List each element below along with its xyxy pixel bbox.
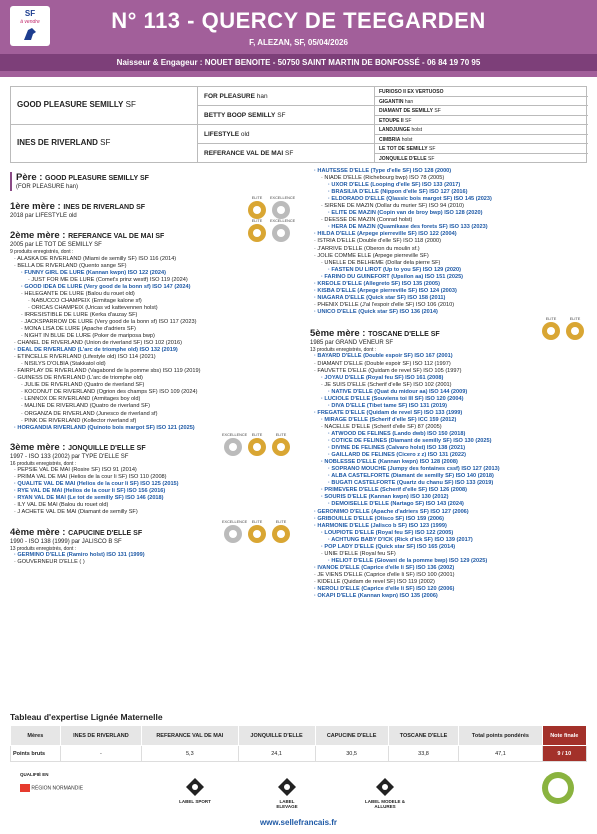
product-line: · J ACHETE VAL DE MAI (Diamant de semilly SF) — [14, 509, 138, 516]
expertise-cell: 47,1 — [459, 746, 542, 762]
product-line: · JOLIE COMME ELLE (Arpege pierreville SF) — [314, 252, 429, 259]
product-line: · HERA DE MAZIN (Quamikase des forets SF) ISO 133 (2023) — [328, 224, 488, 231]
pedigree-dam-dam: REFERANCE VAL DE MAI SF — [198, 144, 375, 163]
qualified-label: QUALIFIÉ EN — [20, 772, 49, 777]
product-line: · OKAPI D'ELLE (Kannan kwpn) ISO 135 (2006) — [314, 593, 438, 600]
product-line: · DEESSE DE MAZIN (Conrad holst) — [321, 217, 413, 224]
product-line: · RYAN VAL DE MAI (Le tot de semilly SF) ISO 146 (2018) — [14, 495, 164, 502]
product-line: · PRIMA VAL DE MAI (Helios de la cour Ii SF) ISO 110 (2008) — [14, 474, 167, 481]
product-line: · FAUVETTE D'ELLE (Quidam de revel SF) ISO 105 (1997) — [314, 367, 462, 374]
expertise-cell: 9 / 10 — [542, 746, 586, 762]
expertise-cell: 5,3 — [142, 746, 239, 762]
expertise-header-cell: TOSCANE D'ELLE — [388, 726, 459, 746]
pedigree-dam-suffix: SF — [100, 138, 111, 147]
product-line: · NIGHT IN BLUE DE LURE (Poker de mariposa bwp) — [21, 333, 155, 340]
pedigree-g3-cell: FURIOSO II EX VERTUOSO — [375, 87, 588, 97]
pedigree-g3-cell: ETOUPE II SF — [375, 116, 588, 126]
product-line: · DEAL DE RIVERLAND (L'arc de triomphe old) ISO 132 (2019) — [14, 347, 178, 354]
mere5-meta: 1985 par GRAND VENEUR SF — [310, 339, 394, 346]
product-line: · QUALITE VAL DE MAI (Helios de la cour Ii SF) ISO 125 (2015) — [14, 481, 179, 488]
pedigree-sire-suffix: SF — [125, 100, 136, 109]
product-line: · NABUCCO CHAMPEIX (Ermitage kalone sf) — [28, 297, 142, 304]
product-line: · ORICAS CHAMPEIX (Uricas vd kattevennen holst) — [28, 304, 158, 311]
elite-badge-icon: ELITE — [246, 218, 268, 244]
pere-sub: (FOR PLEASURE han) — [16, 184, 79, 190]
product-line: · NACELLE D'ELLE (Scherif d'elle SF) 87 (2005) — [321, 423, 442, 430]
product-line: · KOCONUT DE RIVERLAND (Ogrion des champs SF) ISO 109 (2024) — [21, 389, 198, 396]
product-line: · GERMINO D'ELLE (Ramiro holst) ISO 131 (1999) — [14, 552, 145, 558]
elite-badge-icon: ELITE — [564, 316, 586, 342]
expertise-title: Tableau d'expertise Lignée Maternelle — [10, 712, 163, 722]
mere2-name: REFERANCE VAL DE MAI SF — [68, 233, 165, 240]
website-link[interactable]: www.sellefrancais.fr — [259, 818, 338, 827]
product-line: · NOBLESSE D'ELLE (Kannan kwpn) ISO 128 (2008) — [321, 459, 458, 466]
excellence-badge-icon: EXCELLENCE — [270, 218, 292, 244]
product-line: · GUINESS DE RIVERLAND (L'arc de triomphe old) — [14, 375, 143, 382]
product-line: · FUNNY GIRL DE LURE (Kannan kwpn) ISO 122 (2024) — [21, 269, 166, 276]
product-line: · PINK DE RIVERLAND (Kollector riverland sf) — [21, 417, 137, 424]
pedigree-table — [10, 86, 587, 163]
product-line: · MIRAGE D'ELLE (Scherif d'elle SF) ICC 159 (2012) — [321, 416, 457, 423]
label-modele: LABEL MODELE & ALLURES — [360, 776, 410, 809]
mere5-name: TOSCANE D'ELLE SF — [368, 330, 440, 338]
page-footer — [0, 770, 597, 834]
product-line: · FREGATE D'ELLE (Quidam de revel SF) ISO 133 (1999) — [314, 409, 463, 416]
normandie-horse-logo — [540, 770, 576, 811]
pedigree-dam: INES DE RIVERLAND — [17, 138, 98, 147]
elite-badge-icon: ELITE — [246, 195, 268, 221]
mere4-products-continued — [310, 168, 590, 316]
region-flag-icon — [20, 784, 30, 792]
horse-subtitle: F, ALEZAN, SF, 05/04/2026 — [249, 38, 348, 47]
product-line: · CHANEL DE RIVERLAND (Union de riverland SF) ISO 102 (2016) — [14, 340, 182, 347]
mere1-meta: 2018 par LIFESTYLE old — [10, 213, 77, 219]
pedigree-g3-cell: LE TOT DE SEMILLY SF — [375, 144, 588, 154]
product-line: · ILY VAL DE MAI (Balou du rouet old) — [14, 502, 109, 509]
pedigree-g3-cell: LANDJUNGE holst — [375, 125, 588, 135]
product-line: · MONA LISA DE LURE (Apache d'adriers SF) — [21, 325, 136, 332]
product-line: · DIVA D'ELLE (Tibet tame SF) ISO 131 (2019) — [328, 402, 448, 409]
expertise-header-row — [11, 726, 587, 746]
region-logo: RÉGION NORMANDIE — [20, 784, 83, 792]
elite-badge-icon: ELITE — [246, 519, 268, 545]
product-line: · ORGANZA DE RIVERLAND (Junesco de riverland sf) — [21, 410, 158, 417]
product-line: · JULIE DE RIVERLAND (Quatro de riverland SF) — [21, 382, 145, 389]
product-line: · FAIRPLAY DE RIVERLAND (Vagabond de la pomme sbs) ISO 119 (2019) — [14, 368, 201, 375]
product-line: · IVANOE D'ELLE (Caprice d'elle Ii SF) ISO 136 (2002) — [314, 564, 455, 571]
expertise-data-row — [11, 746, 587, 762]
product-line: · MALINE DE RIVERLAND (Quatro de riverland SF) — [21, 403, 151, 410]
elite-badge-icon: ELITE — [270, 519, 292, 545]
expertise-table — [10, 725, 587, 762]
pedigree-sire-sire: FOR PLEASURE han — [198, 87, 375, 106]
product-line: · KIDELLE (Quidam de revel SF) ISO 119 (2002) — [314, 578, 435, 585]
product-line: · POP LADY D'ELLE (Quick star SF) ISO 165 (2014) — [321, 543, 456, 550]
product-line: · JE VIENS D'ELLE (Caprice d'elle Ii SF) ISO 100 (2001) — [314, 571, 455, 578]
product-line: · HILDA D'ELLE (Arpege pierreville SF) ISO 122 (2004) — [314, 231, 457, 238]
mere2-section — [10, 219, 303, 432]
mere5-count: 13 produits enregistrés, dont : — [310, 346, 377, 353]
mere4-name: CAPUCINE D'ELLE SF — [68, 529, 143, 537]
pere-label: Père : — [16, 172, 43, 183]
product-line: · SIRENE DE MAZIN (Dollar du murier SF) ISO 94 (2010) — [321, 203, 464, 210]
mere2-count: 9 produits enregistrés, dont : — [10, 249, 74, 255]
product-line: · UNELLE DE BELHEME (Dollar dela pierre SF) — [321, 259, 441, 266]
region-horse-icon — [540, 770, 576, 806]
pedigree-sire-dam: BETTY BOOP SEMILLY SF — [198, 106, 375, 125]
excellence-badge-icon: EXCELLENCE — [270, 195, 292, 221]
elite-badge-icon: ELITE — [540, 316, 562, 342]
product-line: · NEROLI D'ELLE (Caprice d'elle Ii SF) ISO 120 (2006) — [314, 586, 455, 593]
product-line: · DEMOISELLE D'ELLE (Nartago SF) ISO 143 (2024) — [328, 501, 464, 508]
expertise-header-cell: JONQUILLE D'ELLE — [238, 726, 315, 746]
mere2-meta: 2005 par LE TOT DE SEMILLY SF — [10, 242, 102, 248]
product-line: · FASTEN DU LIROT (Up to you SF) ISO 129 (2020) — [328, 266, 462, 273]
product-line: · GOOD IDEA DE LURE (Very good de la bonn sf) ISO 147 (2024) — [21, 283, 191, 290]
product-line: · UXOR D'ELLE (Looping d'elle SF) ISO 133 (2017) — [328, 182, 461, 189]
product-line: · GERONIMO D'ELLE (Apache d'adriers SF) ISO 127 (2006) — [314, 508, 469, 515]
mere2-products — [10, 256, 303, 432]
product-line: · ALASKA DE RIVERLAND (Miami de semilly SF) ISO 116 (2014) — [14, 255, 177, 262]
expertise-cell: 33,8 — [388, 746, 459, 762]
expertise-cell: 30,5 — [315, 746, 388, 762]
product-line: · JE SUIS D'ELLE (Scherif d'elle SF) ISO 102 (2001) — [321, 381, 452, 388]
mere4-label: 4ème mère : — [10, 526, 66, 538]
mere1-name: INES DE RIVERLAND SF — [63, 204, 146, 211]
product-line: · ATWOOD DE FELINES (Lando dwb) ISO 150 (2018) — [328, 431, 466, 437]
mere3-label: 3ème mère : — [10, 441, 66, 453]
mere5-label: 5ème mère : — [310, 327, 366, 339]
pere-name: GOOD PLEASURE SEMILLY SF — [45, 175, 149, 182]
product-line: · PEPSIE VAL DE MAI (Rosire SF) ISO 91 (2014) — [14, 467, 137, 474]
product-line: · GRIBOUILLE D'ELLE (Olisco SF) ISO 159 (2006) — [314, 515, 445, 522]
expertise-cell: Points bruts — [11, 746, 61, 762]
product-line: · DIAMANT D'ELLE (Double espoir SF) ISO 112 (1997) — [314, 360, 451, 367]
product-line: · GAILLARD DE FELINES (Cicero z z) ISO 131 (2022) — [328, 452, 467, 459]
product-line: · KISBA D'ELLE (Arpege pierreville SF) ISO 124 (2003) — [314, 287, 457, 294]
product-line: · SOURIS D'ELLE (Kannan kwpn) ISO 130 (2012) — [321, 494, 449, 501]
label-elevage: LABEL ELEVAGE — [270, 776, 304, 809]
product-line: · ALBA CASTELFORTE (Diamant de semilly SF) ISO 140 (2018) — [328, 473, 494, 480]
mere4-count: 13 produits enregistrés, dont : — [10, 545, 77, 552]
expertise-header-cell: REFERANCE VAL DE MAI — [142, 726, 239, 746]
pedigree-sire: GOOD PLEASURE SEMILLY — [17, 100, 124, 109]
product-line: · PRIMEVERE D'ELLE (Scherif d'elle SF) ISO 126 (2008) — [321, 487, 467, 494]
product-line: · GOUVERNEUR D'ELLE ( ) — [14, 559, 85, 566]
product-line: · JUST FOR ME DE LURE (Comet's prinz westf) ISO 119 (2024) — [28, 276, 188, 283]
excellence-badge-icon: EXCELLENCE — [222, 432, 244, 458]
page-title: N° 113 - QUERCY DE TEEGARDEN — [111, 8, 486, 33]
expertise-header-cell: Total points pondérés — [459, 726, 542, 746]
label-elevage-icon — [276, 776, 298, 798]
left-column — [10, 172, 303, 566]
product-line: · RYE VAL DE MAI (Helios de la cour Ii SF) ISO 156 (2016) — [14, 488, 166, 495]
product-line: · KREOLE D'ELLE (Allegreto SF) ISO 135 (2005) — [314, 280, 440, 287]
mere4-products — [10, 552, 303, 566]
expertise-header-cell: CAPUCINE D'ELLE — [315, 726, 388, 746]
product-line: · UNICO D'ELLE (Quick star SF) ISO 136 (2014) — [314, 308, 438, 315]
pedigree-sire-cell — [11, 87, 198, 125]
product-line: · JOYAU D'ELLE (Royal feu SF) ISO 161 (2008) — [321, 374, 444, 381]
expertise-header-cell: Note finale — [542, 726, 586, 746]
product-line: · LOUPIOTE D'ELLE (Royal feu SF) ISO 122 (2005) — [321, 529, 454, 536]
pedigree-g3-cell: DIAMANT DE SEMILLY SF — [375, 106, 588, 116]
product-line: · HORGANDIA RIVERLAND (Quinoto bois margot SF) ISO 121 (2025) — [14, 424, 195, 431]
breeder-band: Naisseur & Engageur : NOUET BENOITE - 50750 SAINT MARTIN DE BONFOSSÉ - 06 84 19 70 95 — [0, 54, 597, 71]
page-header — [0, 0, 597, 77]
product-line: · LENNOX DE RIVERLAND (Armitages boy old) — [21, 396, 141, 403]
mere4-meta: 1990 - ISO 138 (1999) par JALISCO B SF — [10, 538, 122, 545]
product-line: · ACHTUNG BABY D'ICK (Rick d'ick SF) ISO 139 (2017) — [328, 536, 473, 543]
mere3-name: JONQUILLE D'ELLE SF — [68, 444, 146, 452]
product-line: · LUCIOLE D'ELLE (Souviens toi III SF) ISO 120 (2004) — [321, 395, 464, 402]
product-line: · BRASILIA D'ELLE (Nippon d'elle SF) ISO 127 (2016) — [328, 189, 468, 196]
label-sport: LABEL SPORT — [178, 776, 212, 804]
expertise-cell: 24,1 — [238, 746, 315, 762]
logo-sub-text: à vendre — [20, 19, 40, 25]
mere1-label: 1ère mère : — [10, 201, 61, 212]
product-line: · HELIOT D'ELLE (Giovani de la pomme bwp) ISO 129 (2025) — [328, 557, 488, 564]
product-line: · IRRESISTIBLE DE LURE (Kerka d'auzay SF) — [21, 311, 138, 318]
mere3-products — [10, 467, 303, 516]
product-line: · BAYARD D'ELLE (Double espoir SF) ISO 167 (2001) — [314, 353, 453, 360]
product-line: · NIAGARA D'ELLE (Quick star SF) ISO 158 (2011) — [314, 294, 446, 301]
product-line: · J'ARRIVE D'ELLE (Oberon du moulin sf.) — [314, 245, 420, 252]
product-line: · FARINO DU GUINEFORT (Upsilon aa) ISO 151 (2025) — [321, 273, 464, 280]
mere4-section — [10, 519, 303, 567]
logo-top-text: SF — [24, 9, 36, 18]
expertise-header-cell: Mères — [11, 726, 61, 746]
product-line: · ISTRIA D'ELLE (Double d'elle SF) ISO 118 (2000) — [314, 238, 442, 245]
product-line: · HELEGANTE DE LURE (Balou du rouet old) — [21, 290, 135, 297]
mere3-section — [10, 432, 303, 517]
mere3-count: 16 produits enregistrés, dont : — [10, 460, 77, 467]
product-line: · NISILYS D'OLBIA (Stakkatol old) — [21, 361, 106, 368]
mere5-section — [310, 316, 590, 600]
pedigree-dam-cell — [11, 125, 198, 163]
label-modele-icon — [374, 776, 396, 798]
product-line: · ELITE DE MAZIN (Copin van de broy bwp) ISO 128 (2020) — [328, 210, 483, 217]
pedigree-dam-sire: LIFESTYLE old — [198, 125, 375, 144]
product-line: · NIADE D'ELLE (Richebourg bwp) ISO 78 (2005) — [321, 175, 445, 182]
pere-section — [10, 172, 303, 191]
pedigree-g3-cell: CIMBRIA holst — [375, 135, 588, 145]
mere2-label: 2ème mère : — [10, 230, 66, 241]
product-line: · COTICE DE FELINES (Diamant de semilly SF) ISO 130 (2025) — [328, 438, 492, 445]
elite-badge-icon: ELITE — [246, 432, 268, 458]
pedigree-g3-cell: JONQUILLE D'ELLE SF — [379, 155, 435, 162]
product-line: · BELLA DE RIVERLAND (Quento sange SF) — [14, 262, 127, 269]
product-line: · PHENIX D'ELLE (J'al l'espoir d'elle SF) ISO 106 (2010) — [314, 301, 455, 308]
mere3-meta: 1997 - ISO 133 (2002) par TYPE D'ELLE SF — [10, 453, 129, 460]
elite-badge-icon: ELITE — [270, 432, 292, 458]
product-line: · ELDORADO D'ELLE (Qlassic bois margot SF) ISO 145 (2023) — [328, 196, 492, 203]
product-line: · DIVINE DE FELINES (Calvaro holst) ISO 138 (2021) — [328, 445, 466, 452]
excellence-badge-icon: EXCELLENCE — [222, 519, 244, 545]
product-line: · BUGATI CASTELFORTE (Quartz du chanu SF) ISO 133 (2019) — [328, 480, 494, 487]
product-line: · JACKSPARROW DE LURE (Very good de la bonn sf) ISO 117 (2023) — [21, 318, 197, 325]
right-column — [310, 168, 590, 600]
expertise-header-cell: INES DE RIVERLAND — [60, 726, 141, 746]
label-sport-icon — [184, 776, 206, 798]
mere5-products — [310, 353, 590, 600]
product-line: · ETINCELLE RIVERLAND (Lifestyle old) ISO 114 (2021) — [14, 354, 156, 361]
product-line: · UNIE D'ELLE (Royal feu SF) — [321, 550, 396, 557]
product-line: · HAUTESSE D'ELLE (Type d'elle SF) ISO 128 (2000) — [314, 168, 452, 174]
product-line: · NATIVE D'ELLE (Quat du midour aa) ISO 144 (2009) — [328, 388, 468, 395]
pedigree-g3-cell: GIGANTIN han — [375, 97, 588, 107]
product-line: · SOPRANO MOUCHE (Jumpy des fontaines cssf) ISO 127 (2013) — [328, 466, 500, 473]
expertise-cell: - — [60, 746, 141, 762]
product-line: · HARMONIE D'ELLE (Jalisco b SF) ISO 123 (1999) — [314, 522, 447, 529]
